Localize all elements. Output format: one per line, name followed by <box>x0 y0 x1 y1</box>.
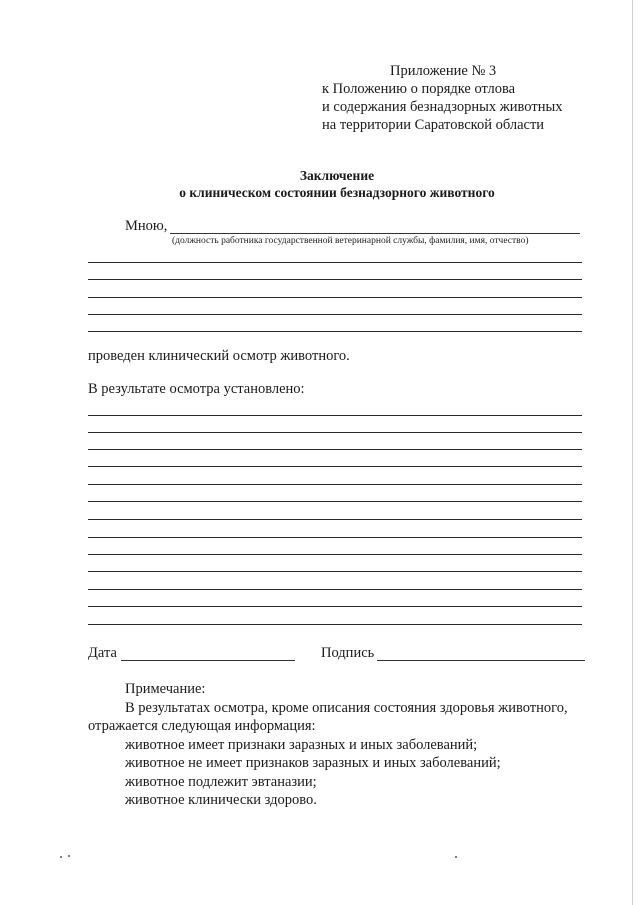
date-field[interactable] <box>121 660 295 661</box>
examiner-blank-line[interactable] <box>88 331 582 332</box>
note-item: животное имеет признаки заразных и иных заболеваний; <box>125 736 478 753</box>
results-label: В результате осмотра установлено: <box>88 381 305 397</box>
results-blank-line[interactable] <box>88 571 582 572</box>
appendix-number: Приложение № 3 <box>390 63 497 79</box>
results-blank-line[interactable] <box>88 589 582 590</box>
appendix-line-3: и содержания безнадзорных животных <box>322 99 563 115</box>
note-item: животное клинически здорово. <box>125 792 317 808</box>
results-blank-line[interactable] <box>88 501 582 502</box>
document-title: Заключение <box>299 168 375 183</box>
examiner-name-field[interactable] <box>170 233 580 234</box>
exam-statement: проведен клинический осмотр животного. <box>88 348 350 364</box>
note-paragraph-line-2: отражается следующая информация: <box>88 718 316 734</box>
appendix-line-4: на территории Саратовской области <box>322 117 545 133</box>
note-item: животное подлежит эвтаназии; <box>125 773 317 790</box>
results-blank-line[interactable] <box>88 537 582 538</box>
examiner-blank-line[interactable] <box>88 314 582 315</box>
appendix-header <box>322 62 562 134</box>
appendix-line-2: к Положению о порядке отлова <box>322 81 516 97</box>
results-blank-line[interactable] <box>88 484 582 485</box>
results-blank-line[interactable] <box>88 624 582 625</box>
results-blank-line[interactable] <box>88 519 582 520</box>
results-blank-line[interactable] <box>88 606 582 607</box>
date-label: Дата <box>88 645 117 661</box>
examiner-blank-line[interactable] <box>88 279 582 280</box>
results-blank-line[interactable] <box>88 432 582 433</box>
note-paragraph-line-1: В результатах осмотра, кроме описания состояния здоровья животного, <box>125 699 568 716</box>
signature-field[interactable] <box>377 660 585 661</box>
results-blank-line[interactable] <box>88 466 582 467</box>
results-blank-line[interactable] <box>88 554 582 555</box>
page-edge <box>632 0 633 905</box>
scan-speck <box>455 856 457 858</box>
note-block <box>88 680 568 810</box>
examiner-blank-line[interactable] <box>88 297 582 298</box>
document-subtitle: о клиническом состоянии безнадзорного животного <box>179 185 495 200</box>
note-heading: Примечание: <box>125 681 206 697</box>
scan-speck <box>68 855 70 857</box>
signature-label: Подпись <box>321 645 375 661</box>
results-blank-line[interactable] <box>88 449 582 450</box>
examiner-blank-line[interactable] <box>88 262 582 263</box>
scan-speck <box>60 856 62 858</box>
note-item: животное не имеет признаков заразных и иных заболеваний; <box>125 755 501 771</box>
examiner-field-caption: (должность работника государственной ветеринарной службы, фамилия, имя, отчество) <box>172 236 529 246</box>
results-blank-line[interactable] <box>88 415 582 416</box>
mnoyu-label: Мною, <box>125 218 168 234</box>
